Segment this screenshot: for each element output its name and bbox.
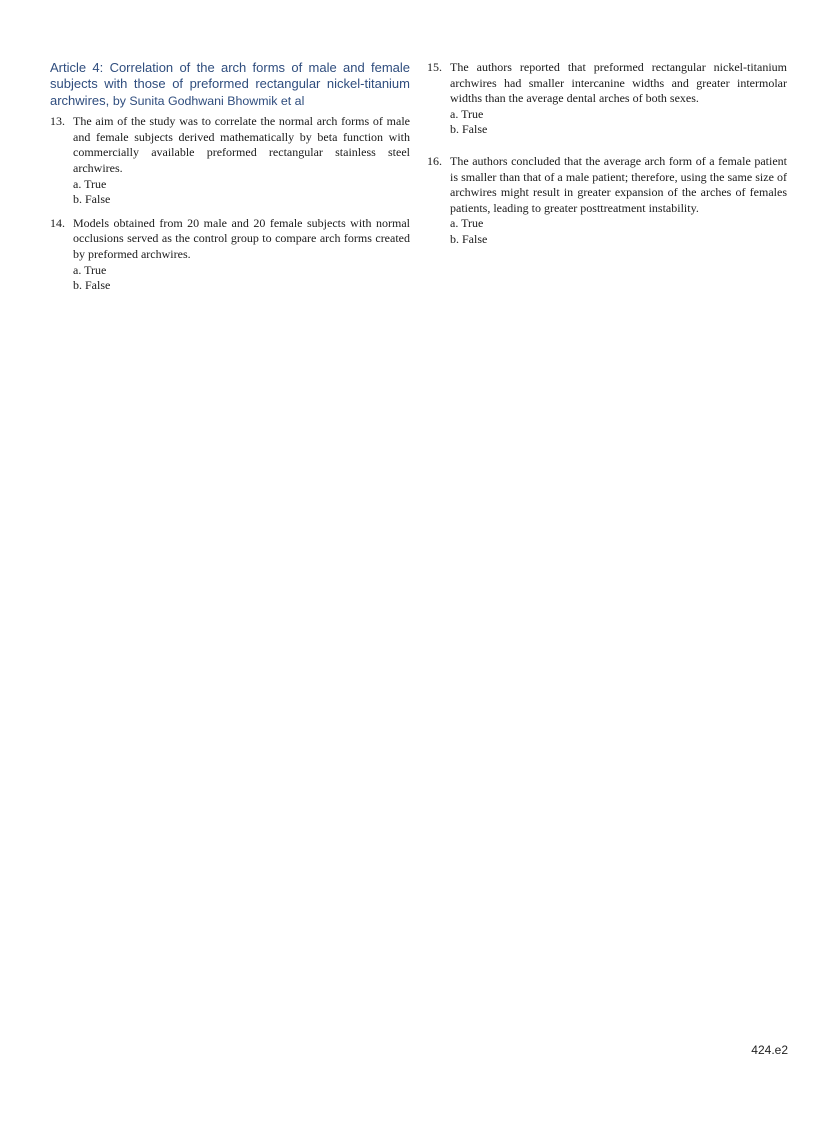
option-false[interactable]: b. False: [73, 278, 111, 293]
article-heading: [50, 60, 410, 109]
question-body: [450, 154, 787, 248]
option-true[interactable]: a. True: [450, 216, 484, 231]
question-number: 15.: [427, 60, 442, 74]
question-number: 16.: [427, 153, 442, 168]
article-byline: by Sunita Godhwani Bhowmik et al: [112, 93, 305, 108]
answer-options: [450, 216, 787, 247]
question-16: [427, 154, 787, 248]
option-true[interactable]: a. True: [73, 176, 107, 191]
option-false[interactable]: b. False: [73, 192, 111, 207]
question-15: [427, 60, 787, 138]
option-true[interactable]: a. True: [73, 262, 107, 277]
answer-options: [73, 263, 410, 294]
question-14: [50, 216, 410, 294]
option-false[interactable]: b. False: [450, 122, 488, 137]
question-body: [73, 216, 410, 294]
article-title: Article 4: Correlation of the arch forms of male and female subjects with those of preformed rectangular nickel-titanium archwires,: [50, 60, 410, 108]
left-column: [50, 60, 410, 302]
question-number: 14.: [50, 215, 65, 230]
answer-options: [73, 177, 410, 208]
question-body: [73, 114, 410, 208]
answer-options: [450, 107, 787, 138]
question-text: Models obtained from 20 male and 20 female subjects with normal occlusions served as the control group to compare arch forms created by preformed archwires.: [73, 215, 410, 261]
option-true[interactable]: a. True: [450, 106, 484, 121]
question-body: [450, 60, 787, 138]
option-false[interactable]: b. False: [450, 231, 488, 246]
question-number: 13.: [50, 114, 65, 129]
page-number: 424.e2: [751, 1043, 788, 1057]
question-text: The authors reported that preformed rectangular nickel-titanium archwires had smaller intercanine widths and greater intermolar widths than the average dental arches of both sexes.: [450, 60, 787, 106]
right-column: [427, 60, 787, 256]
question-text: The authors concluded that the average arch form of a female patient is smaller than that of a male patient; therefore, using the same size of archwires might result in greater expansion of the arches of females patients, leading to greater posttreatment instability.: [450, 153, 787, 215]
question-text: The aim of the study was to correlate the normal arch forms of male and female subjects derived mathematically by beta function with commercially available preformed rectangular stainless steel archwires.: [73, 114, 410, 175]
question-13: [50, 114, 410, 208]
